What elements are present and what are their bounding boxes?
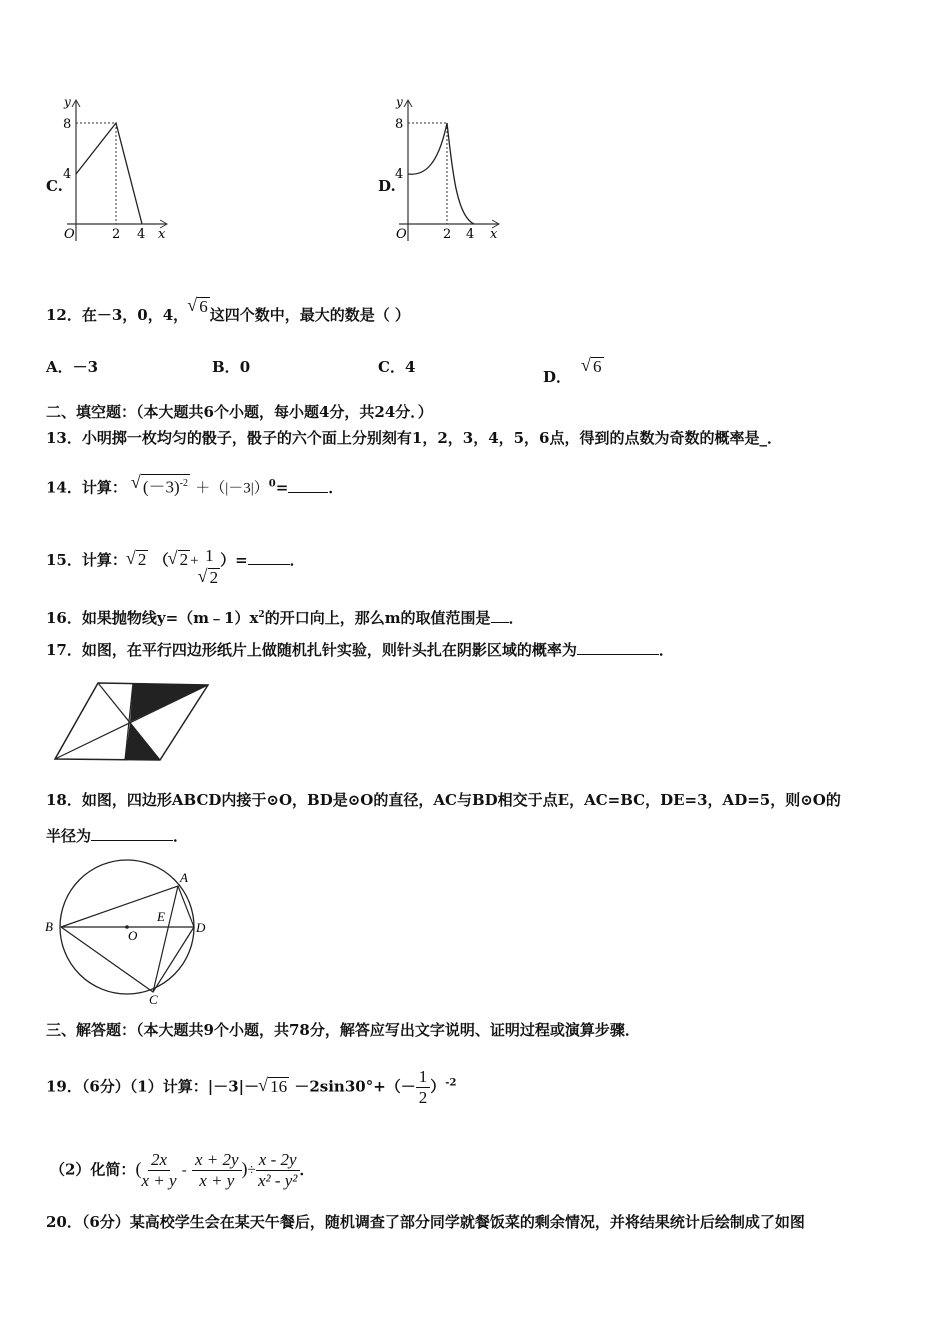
label-d: D <box>196 920 206 935</box>
option-c-label: C. <box>46 177 63 195</box>
label-c: C <box>149 992 158 1007</box>
question-19-part2: （2）化简：( $\frac{2x}{x + y}$ - $\frac{x + 2y}{x + y}$ )÷ $\frac{x - 2y}{\text{x² - y²}}$ ． <box>50 1150 315 1190</box>
question-12: 12．在－3，0，4，√ 6 这四个数中，最大的数是（ ） <box>46 297 410 325</box>
graph-curve <box>408 123 474 224</box>
question-13: 13．小明掷一枚均匀的骰子，骰子的六个面上分别刻有1，2，3，4，5，6点，得到的点数为奇数的概率是_． <box>46 429 783 447</box>
question-17: 17．如图，在平行四边形纸片上做随机扎针实验，则针头扎在阴影区域的概率为 ． <box>46 641 674 659</box>
section-2-heading: 二、填空题：（本大题共6个小题，每小题4分，共24分．） <box>46 403 433 421</box>
origin-label: O <box>396 227 407 242</box>
q12-option-c[interactable]: C．4 <box>378 358 416 376</box>
question-19-part1: 19．（6分）（1）计算：|－3|－√ 16 －2sin30°+（－ $\frac{1}{2}$ ）$^{-2}$ <box>46 1067 456 1108</box>
answer-blank[interactable] <box>577 640 659 655</box>
option-d-label: D. <box>378 177 396 195</box>
y-tick: 4 <box>395 167 404 182</box>
answer-blank[interactable] <box>288 478 328 493</box>
x-label: x <box>490 227 498 242</box>
question-14: 14．计算：√ $(-3)^{-2} +(|-3|)^0=$ ． <box>46 474 343 499</box>
section-3-heading: 三、解答题：（本大题共9个小题，共78分，解答应写出文字说明、证明过程或演算步骤． <box>46 1021 640 1039</box>
label-e: E <box>157 909 165 924</box>
x-tick: 2 <box>443 227 452 242</box>
y-tick: 8 <box>63 117 72 132</box>
label-o: O <box>128 928 138 943</box>
answer-blank[interactable] <box>491 608 509 623</box>
graph-option-d <box>394 96 504 246</box>
label-b: B <box>45 919 53 934</box>
question-18-line2: 半径为 ． <box>46 827 189 845</box>
y-tick: 4 <box>63 167 72 182</box>
y-label: y <box>396 96 403 109</box>
q12-option-b[interactable]: B．0 <box>212 358 251 376</box>
x-tick: 4 <box>137 227 146 242</box>
x-label: x <box>158 227 166 242</box>
y-label: y <box>64 96 71 109</box>
question-18: 18．如图，四边形ABCD内接于⊙O，BD是⊙O的直径，AC与BD相交于点E，AC=BC，DE=3，AD=5，则⊙O的 <box>46 791 841 809</box>
chord-ac <box>153 886 178 992</box>
x-tick: 4 <box>466 227 475 242</box>
y-tick: 8 <box>395 117 404 132</box>
question-16: 16．如果抛物线$y=(m﹣1)x^2$的开口向上，那么m的取值范围是 ． <box>46 609 524 627</box>
question-15: 15．计算：√ 2 （√ 2 + 1 √ 2 ）= ． <box>46 546 305 587</box>
q12-option-a[interactable]: A．－3 <box>46 358 99 376</box>
circle-figure <box>0 0 260 1010</box>
x-tick: 2 <box>112 227 121 242</box>
q12-option-d[interactable]: D．√ 6 <box>543 357 604 387</box>
origin-label: O <box>64 227 75 242</box>
question-20: 20．（6分）某高校学生会在某天午餐后，随机调查了部分同学就餐饭菜的剩余情况，并将结果统计后绘制成了如图 <box>46 1213 805 1231</box>
sqrt-6: √ 6 <box>197 297 210 316</box>
label-a: A <box>180 870 188 885</box>
